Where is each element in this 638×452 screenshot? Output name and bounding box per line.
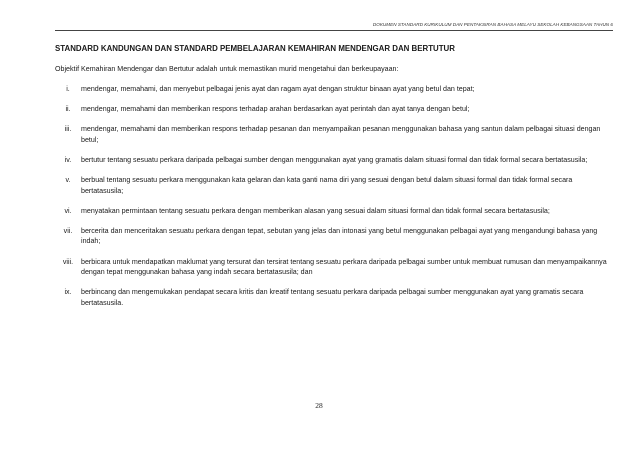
section-title: STANDARD KANDUNGAN DAN STANDARD PEMBELAJARAN KEMAHIRAN MENDENGAR DAN BERTUTUR [55,44,455,53]
objective-list [55,84,613,318]
item-text: berbicara untuk mendapatkan maklumat yang tersurat dan tersirat tentang sesuatu perkara daripada pelbagai sumber untuk membuat rumusan dan menyampaikannya dengan tepat menggunakan bahasa yang indah secara bertatasusila; dan [81,257,607,277]
item-number: iii. [64,125,72,134]
item-number: vi. [64,206,72,215]
list-item [55,257,613,278]
objective-intro: Objektif Kemahiran Mendengar dan Bertutur adalah untuk memastikan murid mengetahui dan berkeupayaan: [55,65,399,73]
item-number: vii. [63,227,73,236]
list-item [55,155,613,165]
header-divider [55,30,613,31]
item-number: ix. [64,288,72,297]
item-number: v. [65,176,71,185]
list-item [55,206,613,216]
list-item [55,84,613,94]
item-number: ii. [65,105,71,114]
list-item [55,287,613,308]
item-text: berbincang dan mengemukakan pendapat secara kritis dan kreatif tentang sesuatu perkara daripada pelbagai sumber menggunakan ayat yang gramatis secara bertatasusila. [81,288,584,307]
item-number: i. [66,85,70,93]
item-text: mendengar, memahami dan memberikan respons terhadap pesanan dan menyampaikan pesanan menggunakan bahasa yang santun dalam pelbagai situasi dengan betul; [81,125,601,144]
item-text: bertutur tentang sesuatu perkara daripada pelbagai sumber dengan menggunakan ayat yang gramatis dalam situasi formal dan tidak formal secara bertatasusila; [81,156,588,165]
item-text: bercerita dan menceritakan sesuatu perkara dengan tepat, sebutan yang jelas dan intonasi yang betul menggunakan pelbagai ayat yang mengandungi bahasa yang indah; [81,227,598,246]
list-item [55,124,613,145]
list-item [55,104,613,114]
list-item [55,226,613,247]
item-text: menyatakan permintaan tentang sesuatu perkara dengan memberikan alasan yang sesuai dalam situasi formal dan tidak formal secara bertatasusila; [81,206,550,215]
running-header: DOKUMEN STANDARD KURIKULUM DAN PENTAKSIRAN BAHASA MELAYU SEKOLAH KEBANGSAAN TAHUN 6 [372,22,613,27]
item-number: iv. [64,156,72,165]
item-text: mendengar, memahami dan memberikan respons terhadap arahan berdasarkan ayat perintah dan ayat tanya dengan betul; [81,105,470,114]
list-item [55,175,613,196]
item-text: mendengar, memahami, dan menyebut pelbagai jenis ayat dan ragam ayat dengan struktur binaan ayat yang betul dan tepat; [81,85,475,93]
item-number: viii. [62,257,74,266]
page-number: 28 [315,401,323,410]
item-text: berbual tentang sesuatu perkara menggunakan kata gelaran dan kata ganti nama diri yang sesuai dengan betul dalam situasi formal dan tidak formal secara bertatasusila; [81,176,573,195]
